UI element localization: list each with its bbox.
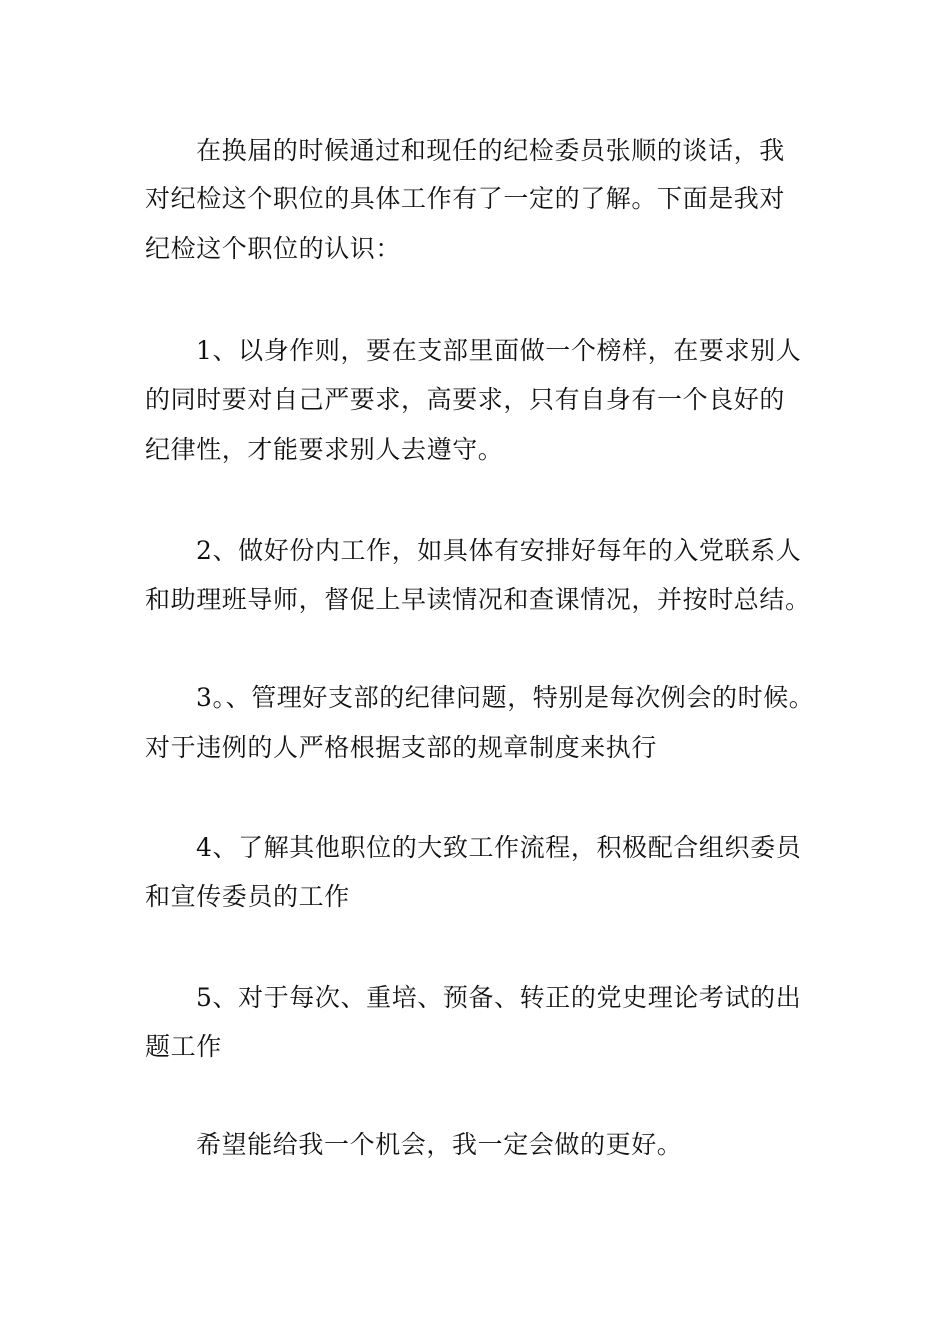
- paragraph-item-4-line-1: 4、了解其他职位的大致工作流程，积极配合组织委员: [196, 833, 802, 862]
- paragraph-item-4-line-2: 和宣传委员的工作: [145, 882, 350, 911]
- paragraph-item-2-line-2: 和助理班导师，督促上早读情况和查课情况，并按时总结。: [145, 585, 811, 614]
- paragraph-item-1-line-3: 纪律性，才能要求别人去遵守。: [145, 435, 504, 464]
- paragraph-item-2-line-1: 2、做好份内工作，如具体有安排好每年的入党联系人: [196, 536, 802, 565]
- paragraph-intro-line-1: 在换届的时候通过和现任的纪检委员张顺的谈话，我: [196, 136, 785, 165]
- paragraph-intro-line-2: 对纪检这个职位的具体工作有了一定的了解。下面是我对: [145, 184, 786, 213]
- paragraph-item-5-line-2: 题工作: [145, 1032, 222, 1061]
- paragraph-item-3-line-1: 3。、管理好支部的纪律问题，特别是每次例会的时候。: [196, 683, 815, 712]
- paragraph-item-5-line-1: 5、对于每次、重培、预备、转正的党史理论考试的出: [196, 983, 802, 1012]
- paragraph-intro-line-3: 纪检这个职位的认识：: [145, 234, 402, 263]
- paragraph-item-1-line-1: 1、以身作则，要在支部里面做一个榜样，在要求别人: [196, 336, 802, 365]
- paragraph-item-1-line-2: 的同时要对自己严要求，高要求，只有自身有一个良好的: [145, 385, 786, 414]
- paragraph-closing-line-1: 希望能给我一个机会，我一定会做的更好。: [196, 1130, 683, 1159]
- paragraph-item-3-line-2: 对于违例的人严格根据支部的规章制度来执行: [145, 733, 658, 762]
